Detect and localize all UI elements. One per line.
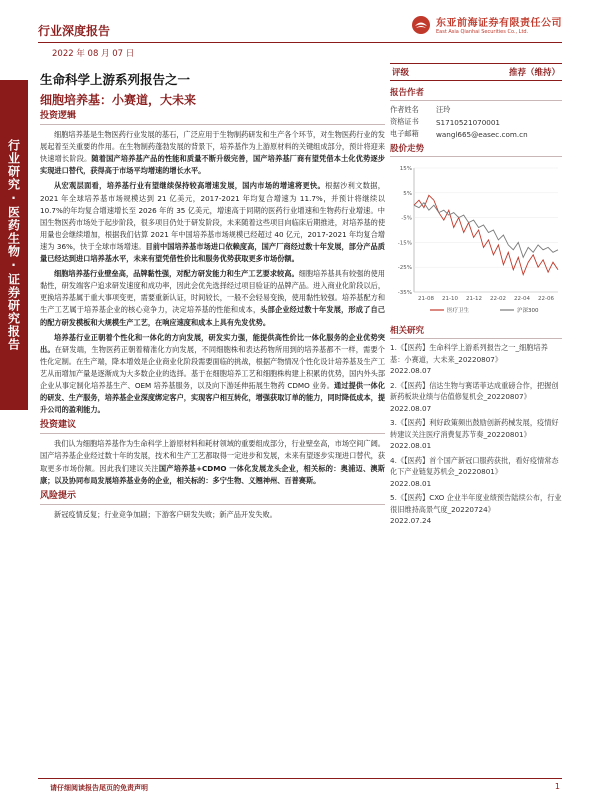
bold-text: 目前中国培养基市场进口依赖度高，国产厂商经过数十年发展，部分产品质量已经达到进口培养基水平，未来有望凭借性价比和服务优势获取更多市场份额。 bbox=[40, 241, 385, 264]
section-investment-logic: 投资逻辑 bbox=[40, 110, 385, 125]
related-report-date: 2022.08.07 bbox=[390, 366, 432, 375]
bold-text: 随着国产培养基产品的性能和质量不断升级完善，国产培养基厂商有望凭借本土化优势逐步实现进口替代，获得高于市场平均增速的增长水平。 bbox=[40, 154, 385, 176]
report-type-tag: 行业深度报告 bbox=[38, 24, 111, 38]
x-tick-label: 21-08 bbox=[418, 296, 434, 302]
legend-label: 沪深300 bbox=[517, 308, 539, 314]
legend-label: 医疗卫生 bbox=[447, 308, 470, 314]
logo-cn-text: 东亚前海证券有限责任公司 bbox=[436, 18, 562, 29]
analyst-info bbox=[390, 104, 562, 140]
analyst-key: 电子邮箱 bbox=[390, 129, 419, 138]
footer-disclaimer: 请仔细阅读报告尾页的免责声明 bbox=[50, 784, 148, 792]
chart-svg bbox=[390, 160, 562, 320]
text: 根据沙利文数据，2021 年全球培养基市场规模达到 21 亿美元，2017-2021 年均复合增速为 11.7%，并预计将继续以 10.7%的年均复合增速增长至 2026 年的 35 亿美元，增速高于同期的医药行业增速和生物药行业增速。中国生物医药市场处于起步阶段，很多项目仍处于研发阶段，未来随着这些项目向临床后期推进，对培养基的使用量也会继续增加，根据我们估算 2021 年中国培养基市场规模已经超过 40 亿元，2017-2021 年均复合增速为 36%，快于全球市场增速。 bbox=[40, 181, 386, 251]
footer-divider bbox=[38, 778, 562, 779]
text: 细胞培养基具有较强的使用黏性，研发端客户追求研发速度和成功率，因此会优先选择经过项目验证的品牌产品。进入商业化阶段以后，更换培养基属于重大事项变更，需要重新认证，时间较长，一般不会轻易变换，使用黏性较强。培养基配方和生产工艺属于培养基企业的核心竞争力，决定培养基的性能和成本， bbox=[40, 269, 386, 315]
analyst-value[interactable]: wangl665@easec.com.cn bbox=[436, 129, 528, 139]
text: 细胞培养基是生物医药行业发展的基石，广泛应用于生物制药研发和生产各个环节，对生物医药行业的发展起着至关重要的作用。在生物制药蓬勃发展的背景下，培养基作为上游原材料的关键组成部分，预计将迎来快速增长阶段。 bbox=[40, 130, 386, 164]
related-report-title: 2.《【医药】信达生物与赛诺菲达成重磅合作，把握创新药板块业绩与估值修复机会_20220807》 bbox=[390, 380, 559, 401]
bold-text: 从宏观层面看，培养基行业有望继续保持较高增速发展，国内市场的增速将更快。 bbox=[54, 181, 326, 191]
related-report-title: 1.《【医药】生命科学上游系列报告之一_细胞培养基：小赛道，大未来_20220807》 bbox=[390, 343, 548, 364]
text: 在研发端，生物医药正朝着精准化方向发展，不同细胞株和表达药物所用到的培养基都不一样，需要个性化定制。在生产端，降本增效是企业商业化阶段需要面临的挑战，根据产物情况个性化设计培养基及生产工艺从而增加产量是逐渐成为大多数企业的选择。基于在细胞培养工艺和细胞株构建上积累的优势，国内外头部企业从事定制化培养基生产、OEM 培养基服务，以及向下游延伸拓展生物药 CDMO 业务。 bbox=[40, 344, 386, 390]
y-tick-label: 5% bbox=[403, 190, 412, 197]
category-sidebar: 行业研究·医药生物·证券研究报告 bbox=[0, 80, 28, 410]
analyst-key: 资格证书 bbox=[390, 117, 419, 126]
paragraph bbox=[40, 438, 385, 486]
text: 我们认为细胞培养基作为生命科学上游原材料和耗材领域的重要组成部分，行业壁垒高，市场空间广阔。国产培养基企业经过数十年的发展，技术和生产工艺都取得一定进步和发展，未来有望逐步实现进口替代，获取更多市场份额。因此我们建议关注 bbox=[40, 439, 386, 473]
section-investment-advice: 投资建议 bbox=[40, 419, 385, 434]
x-tick-label: 21-12 bbox=[466, 296, 482, 302]
logo-en-text: East Asia Qianhai Securities Co., Ltd. bbox=[436, 29, 529, 35]
bold-text: 培养基行业正朝着个性化和一体化的方向发展，研发实力强，能提供高性价比一体化服务的企业优势突出。 bbox=[40, 332, 385, 354]
related-report-link[interactable] bbox=[390, 417, 562, 452]
paragraph: 新冠疫情反复；行业竞争加剧；下游客户研发失败；新产品开发失败。 bbox=[54, 509, 277, 519]
paragraph bbox=[40, 332, 385, 417]
related-report-link[interactable] bbox=[390, 380, 562, 415]
logo-mark-icon bbox=[411, 15, 431, 35]
y-tick-label: -35% bbox=[397, 290, 412, 296]
series-line-1 bbox=[414, 203, 558, 258]
x-tick-label: 21-10 bbox=[442, 296, 458, 302]
y-tick-label: -25% bbox=[397, 265, 412, 272]
y-tick-label: -5% bbox=[401, 215, 412, 222]
paragraph bbox=[40, 180, 385, 265]
paragraph bbox=[40, 129, 385, 177]
bold-text: 以及协同布局发展培养基业务的企业，相关标的：多宁生物、义翘神州、百普赛斯。 bbox=[54, 475, 321, 485]
bold-text: 细胞培养基行业壁垒高，品牌黏性强，对配方研发能力和生产工艺要求较高。 bbox=[54, 269, 299, 279]
page-number: 1 bbox=[554, 782, 560, 791]
right-panel bbox=[390, 63, 562, 530]
related-list bbox=[390, 342, 562, 527]
related-report-date: 2022.07.24 bbox=[390, 516, 432, 525]
company-logo bbox=[411, 14, 562, 35]
analyst-value: S1710521070001 bbox=[436, 117, 501, 127]
analyst-value: 汪玲 bbox=[436, 105, 451, 114]
header-divider bbox=[38, 42, 562, 43]
section-stock-trend: 股价走势 bbox=[390, 142, 562, 157]
related-report-title: 4.《【医药】首个国产新冠口服药获批，看好疫情常态化下产业链复苏机会_20220801》 bbox=[390, 455, 559, 476]
x-tick-label: 22-06 bbox=[538, 296, 554, 302]
y-tick-label: 15% bbox=[399, 166, 412, 172]
report-date: 2022 年 08 月 07 日 bbox=[52, 49, 135, 59]
report-title: 生命科学上游系列报告之一 bbox=[40, 72, 191, 87]
analyst-key: 作者姓名 bbox=[390, 105, 419, 114]
related-report-title: 3.《【医药】利好政策频出鼓励创新药械发展，疫情好转建议关注医疗消费复苏节奏_20220801》 bbox=[390, 418, 559, 439]
related-report-date: 2022.08.01 bbox=[390, 478, 432, 488]
main-content bbox=[40, 110, 385, 524]
x-tick-label: 22-02 bbox=[490, 296, 506, 302]
rating-label: 评级 bbox=[392, 68, 410, 78]
related-report-link[interactable] bbox=[390, 455, 562, 490]
analyst-row bbox=[390, 116, 562, 128]
bold-text: 头部企业经过数十年发展，形成了自己的配方研发模板和大规模生产工艺，在响应速度和成本上具有先发优势。 bbox=[40, 305, 385, 327]
analyst-row bbox=[390, 104, 562, 116]
paragraph bbox=[40, 268, 385, 328]
analyst-row bbox=[390, 128, 562, 140]
bold-text: 通过提供一体化的研发、生产服务，培养基企业深度绑定客户，实现客户相互转化，增强获取订单的能力，同时降低成本，提升公司的盈利能力。 bbox=[40, 380, 386, 415]
related-report-date: 2022.08.07 bbox=[390, 403, 432, 413]
section-related: 相关研究 bbox=[390, 324, 562, 339]
related-report-link[interactable] bbox=[390, 492, 562, 527]
rating-value: 推荐（维持） bbox=[508, 68, 560, 78]
section-risk: 风险提示 bbox=[40, 490, 385, 505]
y-tick-label: -15% bbox=[397, 240, 412, 247]
rating-box bbox=[390, 63, 562, 81]
report-subtitle: 细胞培养基：小赛道，大未来 bbox=[40, 93, 197, 107]
related-report-link[interactable] bbox=[390, 342, 562, 377]
related-report-date: 2022.08.01 bbox=[390, 441, 432, 450]
x-tick-label: 22-04 bbox=[514, 296, 530, 302]
related-report-title: 5.《【医药】CXO 企业半年度业绩预告陆续公布，行业很旧维持高景气度_20220724》 bbox=[390, 493, 562, 514]
section-analyst: 报告作者 bbox=[390, 86, 562, 101]
bold-text: 国产培养基+CDMO 一体化发展龙头企业，相关标的：奥浦迈、澳斯康； bbox=[40, 463, 385, 485]
stock-trend-chart bbox=[390, 160, 562, 320]
